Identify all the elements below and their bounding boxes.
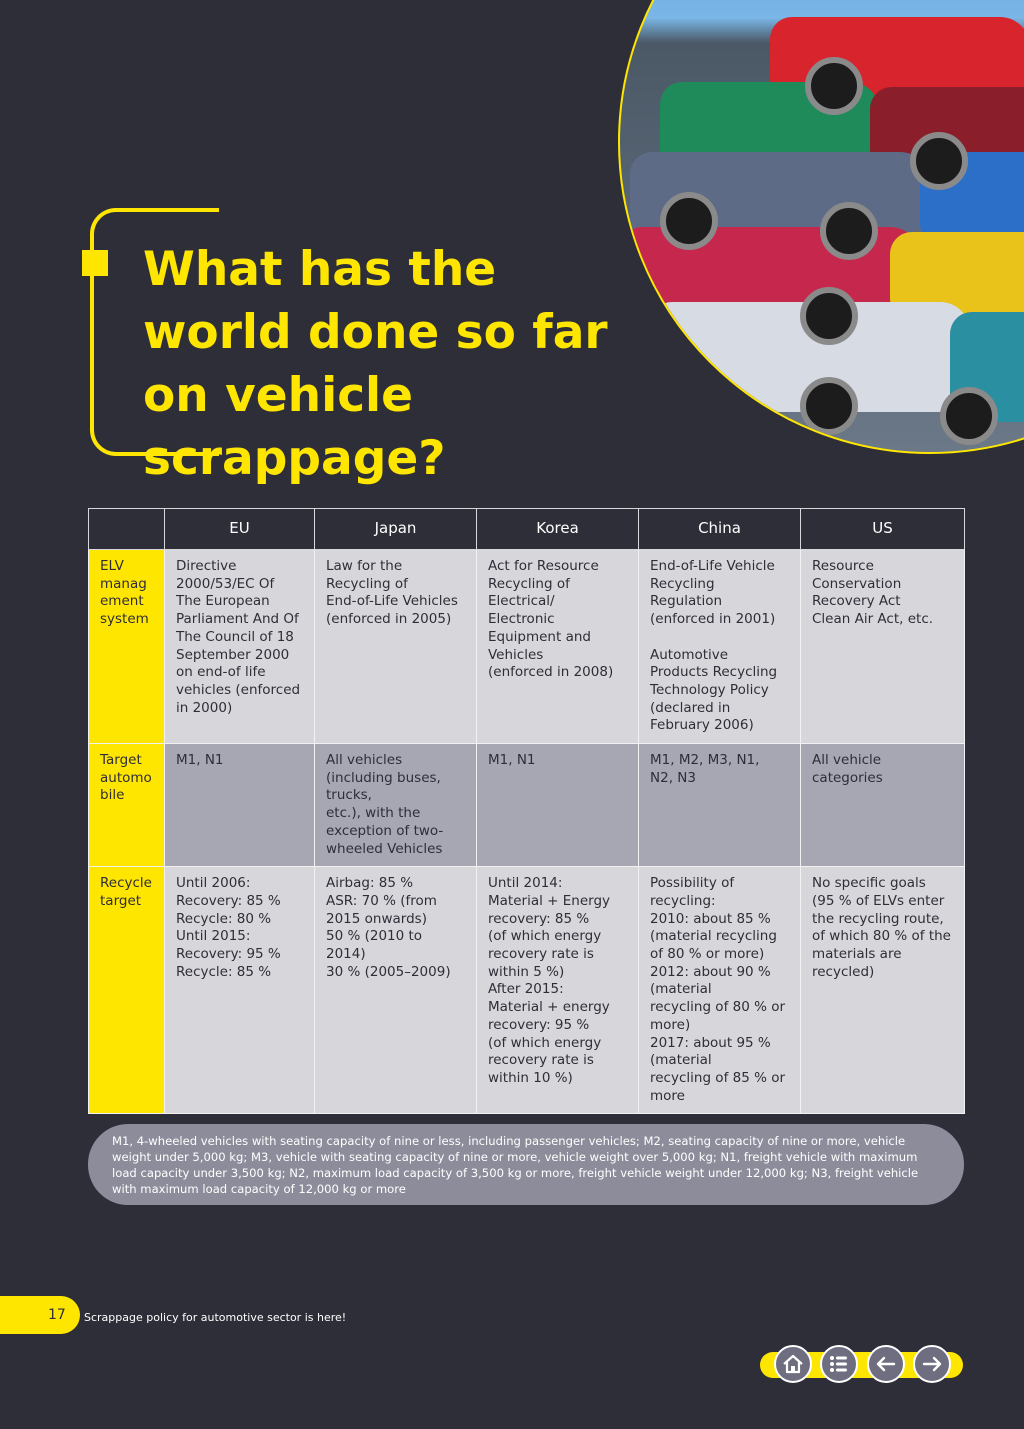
scrapped-cars-photo (618, 0, 1024, 454)
cell-text: All vehicle categories (812, 752, 883, 786)
row-label-recycle-target (89, 867, 165, 1114)
row-label-text: Recycle target (100, 875, 152, 909)
footer-caption: Scrappage policy for automotive sector is here! (84, 1311, 347, 1324)
page-number-tab (0, 1296, 80, 1334)
row-label-text: Target automo bile (100, 752, 152, 804)
page-number: 17 (48, 1307, 66, 1323)
table-cell-eu (165, 867, 315, 1114)
previous-page-button[interactable] (867, 1345, 905, 1383)
table-cell-us (801, 744, 965, 867)
cell-text: End-of-Life Vehicle Recycling Regulation (enforced in 2001) Automotive Products Recycling Technology Policy (declared in February 2006) (650, 558, 778, 734)
scrappage-comparison-table (88, 508, 965, 1114)
cell-text: Act for Resource Recycling of Electrical/ Electronic Equipment and Vehicles (enforced in 2008) (488, 558, 614, 681)
cell-text: Until 2006: Recovery: 85 % Recycle: 80 % Until 2015: Recovery: 95 % Recycle: 85 % (176, 875, 281, 980)
table-cell-korea (477, 744, 639, 867)
cell-text: All vehicles (including buses, trucks, etc.), with the exception of two- wheeled Vehicles (326, 752, 444, 857)
table-cell-japan (315, 867, 477, 1114)
arrow-left-icon (869, 1347, 903, 1381)
table-row (89, 867, 965, 1114)
table-cell-japan (315, 744, 477, 867)
row-label-text: ELV manag ement system (100, 558, 149, 628)
bracket-marker (82, 250, 108, 276)
table-cell-us (801, 867, 965, 1114)
cell-text: M1, M2, M3, N1, N2, N3 (650, 752, 760, 786)
table-header-corner (89, 509, 165, 550)
table-header-us: US (801, 509, 965, 550)
cell-text: Airbag: 85 % ASR: 70 % (from 2015 onwards) 50 % (2010 to 2014) 30 % (2005–2009) (326, 875, 451, 980)
table-header-eu: EU (165, 509, 315, 550)
table-cell-china (639, 550, 801, 744)
table-cell-china (639, 867, 801, 1114)
table-cell-us (801, 550, 965, 744)
table-row (89, 744, 965, 867)
vehicle-category-footnote: M1, 4-wheeled vehicles with seating capacity of nine or less, including passenger vehicles; M2, seating capacity of nine or more, vehicle weight under 5,000 kg; M3, vehicle with seating capacity of nine or more, vehicle weight over 5,000 kg; N1, freight vehicle with maximum load capacity under 3,500 kg; N2, maximum load capacity of 3,500 kg or more, freight vehicle weight under 12,000 kg; N3, freight vehicle with maximum load capacity of 12,000 kg or more (88, 1124, 964, 1205)
page-title: What has the world done so far on vehicle scrappage? (143, 242, 608, 486)
arrow-right-icon (915, 1347, 949, 1381)
table-cell-eu (165, 744, 315, 867)
home-button[interactable] (774, 1345, 812, 1383)
table-header-row (89, 509, 965, 550)
cell-text: M1, N1 (488, 752, 536, 769)
cell-text: Law for the Recycling of End-of-Life Vehicles (enforced in 2005) (326, 558, 458, 628)
cell-text: M1, N1 (176, 752, 224, 769)
table-header-korea: Korea (477, 509, 639, 550)
cell-text: Possibility of recycling: 2010: about 85 % (material recycling of 80 % or more) 2012: about 90 % (material recycling of 80 % or more) 2017: about 95 % (material recycling of 85 % or more (650, 875, 786, 1104)
row-label-target-automobile (89, 744, 165, 867)
list-icon (822, 1347, 856, 1381)
cell-text: Resource Conservation Recovery Act Clean Air Act, etc. (812, 558, 934, 628)
cell-text: No specific goals (95 % of ELVs enter the recycling route, of which 80 % of the materials are recycled) (812, 875, 951, 980)
table-cell-eu (165, 550, 315, 744)
table-row (89, 550, 965, 744)
row-label-elv-management-system (89, 550, 165, 744)
home-icon (776, 1347, 810, 1381)
table-cell-china (639, 744, 801, 867)
table-header-china: China (639, 509, 801, 550)
cell-text: Until 2014: Material + Energy recovery: 85 % (of which energy recovery rate is within 5 %) After 2015: Material + energy recovery: 95 % (of which energy recovery rate is within 10 %) (488, 875, 611, 1086)
table-cell-japan (315, 550, 477, 744)
table-cell-korea (477, 550, 639, 744)
cell-text: Directive 2000/53/EC Of The European Parliament And Of The Council of 18 September 2000 on end-of life vehicles (enforced in 2000) (176, 558, 301, 716)
table-cell-korea (477, 867, 639, 1114)
contents-button[interactable] (820, 1345, 858, 1383)
table-header-japan: Japan (315, 509, 477, 550)
next-page-button[interactable] (913, 1345, 951, 1383)
